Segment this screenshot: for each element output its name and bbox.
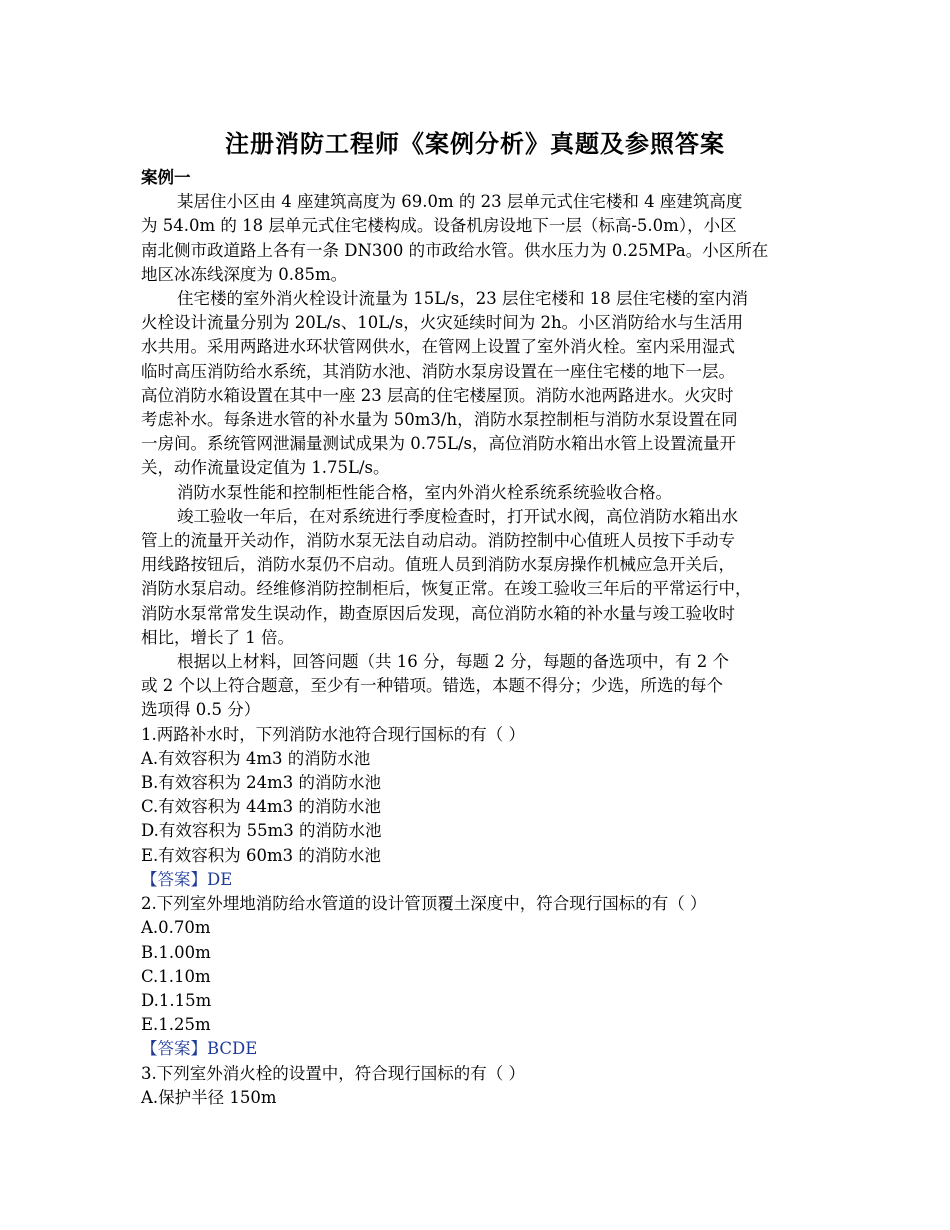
question-stem: 3.下列室外消火栓的设置中，符合现行国标的有（ ） <box>141 1063 525 1083</box>
question-option: A.有效容积为 4m3 的消防水池 <box>141 748 371 768</box>
paragraph-line: 根据以上材料，回答问题（共 16 分，每题 2 分，每题的备选项中，有 2 个 <box>177 652 729 672</box>
paragraph-line: 消防水泵启动。经维修消防控制柜后，恢复正常。在竣工验收三年后的平常运行中， <box>141 579 752 599</box>
question-stem: 2.下列室外埋地消防给水管道的设计管顶覆土深度中，符合现行国标的有（ ） <box>141 894 707 914</box>
paragraph-line: 一房间。系统管网泄漏量测试成果为 0.75L/s，高位消防水箱出水管上设置流量开 <box>141 434 736 454</box>
question-option: C.1.10m <box>141 966 211 986</box>
question-option: E.有效容积为 60m3 的消防水池 <box>141 845 381 865</box>
paragraph-3 <box>141 481 811 505</box>
paragraph-4 <box>141 505 811 650</box>
paragraph-line: 管上的流量开关动作，消防水泵无法自动启动。消防控制中心值班人员按下手动专 <box>141 531 735 551</box>
paragraph-line: 消防水泵性能和控制柜性能合格，室内外消火栓系统系统验收合格。 <box>177 482 672 502</box>
paragraph-line: 选项得 0.5 分） <box>141 700 261 720</box>
paragraph-5 <box>141 650 811 723</box>
question-option: D.有效容积为 55m3 的消防水池 <box>141 821 382 841</box>
question-option: B.有效容积为 24m3 的消防水池 <box>141 773 381 793</box>
paragraph-line: 竣工验收一年后，在对系统进行季度检查时，打开试水阀，高位消防水箱出水 <box>177 506 738 526</box>
case-heading: 案例一 <box>141 168 191 187</box>
answer-label: 【答案】BCDE <box>141 1039 258 1059</box>
paragraph-line: 考虑补水。每条进水管的补水量为 50m3/h，消防水泵控制柜与消防水泵设置在同 <box>141 410 738 430</box>
paragraph-line: 某居住小区由 4 座建筑高度为 69.0m 的 23 层单元式住宅楼和 4 座建筑高度 <box>177 192 743 212</box>
paragraph-1 <box>141 190 811 287</box>
paragraph-line: 地区冰冻线深度为 0.85m。 <box>141 264 348 284</box>
document-title: 注册消防工程师《案例分析》真题及参照答案 <box>225 130 725 158</box>
answer-label: 【答案】DE <box>141 869 233 889</box>
question-option: B.1.00m <box>141 942 211 962</box>
question-option: E.1.25m <box>141 1015 211 1035</box>
question-option: D.1.15m <box>141 990 212 1010</box>
document-body <box>141 166 811 1110</box>
question-1 <box>141 723 811 892</box>
paragraph-2 <box>141 287 811 481</box>
question-3 <box>141 1062 811 1110</box>
paragraph-line: 住宅楼的室外消火栓设计流量为 15L/s，23 层住宅楼和 18 层住宅楼的室内消 <box>177 289 748 309</box>
paragraph-line: 或 2 个以上符合题意，至少有一种错项。错选，本题不得分；少选，所选的每个 <box>141 676 723 696</box>
paragraph-line: 火栓设计流量分别为 20L/s、10L/s，火灾延续时间为 2h。小区消防给水与生活用 <box>141 313 744 333</box>
paragraph-line: 高位消防水箱设置在其中一座 23 层高的住宅楼屋顶。消防水池两路进水。火灾时 <box>141 385 734 405</box>
paragraph-line: 南北侧市政道路上各有一条 DN300 的市政给水管。供水压力为 0.25MPa。小区所在 <box>141 240 769 260</box>
paragraph-line: 关，动作流量设定值为 1.75L/s。 <box>141 458 390 478</box>
question-option: C.有效容积为 44m3 的消防水池 <box>141 797 381 817</box>
question-option: A.保护半径 150m <box>141 1087 277 1107</box>
question-stem: 1.两路补水时，下列消防水池符合现行国标的有（ ） <box>141 724 525 744</box>
question-2 <box>141 892 811 1061</box>
paragraph-line: 水共用。采用两路进水环状管网供水，在管网上设置了室外消火栓。室内采用湿式 <box>141 337 735 357</box>
paragraph-line: 相比，增长了 1 倍。 <box>141 627 294 647</box>
paragraph-line: 用线路按钮后，消防水泵仍不启动。值班人员到消防水泵房操作机械应急开关后， <box>141 555 735 575</box>
paragraph-line: 临时高压消防给水系统，其消防水池、消防水泵房设置在一座住宅楼的地下一层。 <box>141 361 735 381</box>
question-option: A.0.70m <box>141 918 211 938</box>
paragraph-line: 消防水泵常常发生误动作，勘查原因后发现，高位消防水箱的补水量与竣工验收时 <box>141 603 735 623</box>
paragraph-line: 为 54.0m 的 18 层单元式住宅楼构成。设备机房设地下一层（标高-5.0m），小区 <box>141 216 737 236</box>
